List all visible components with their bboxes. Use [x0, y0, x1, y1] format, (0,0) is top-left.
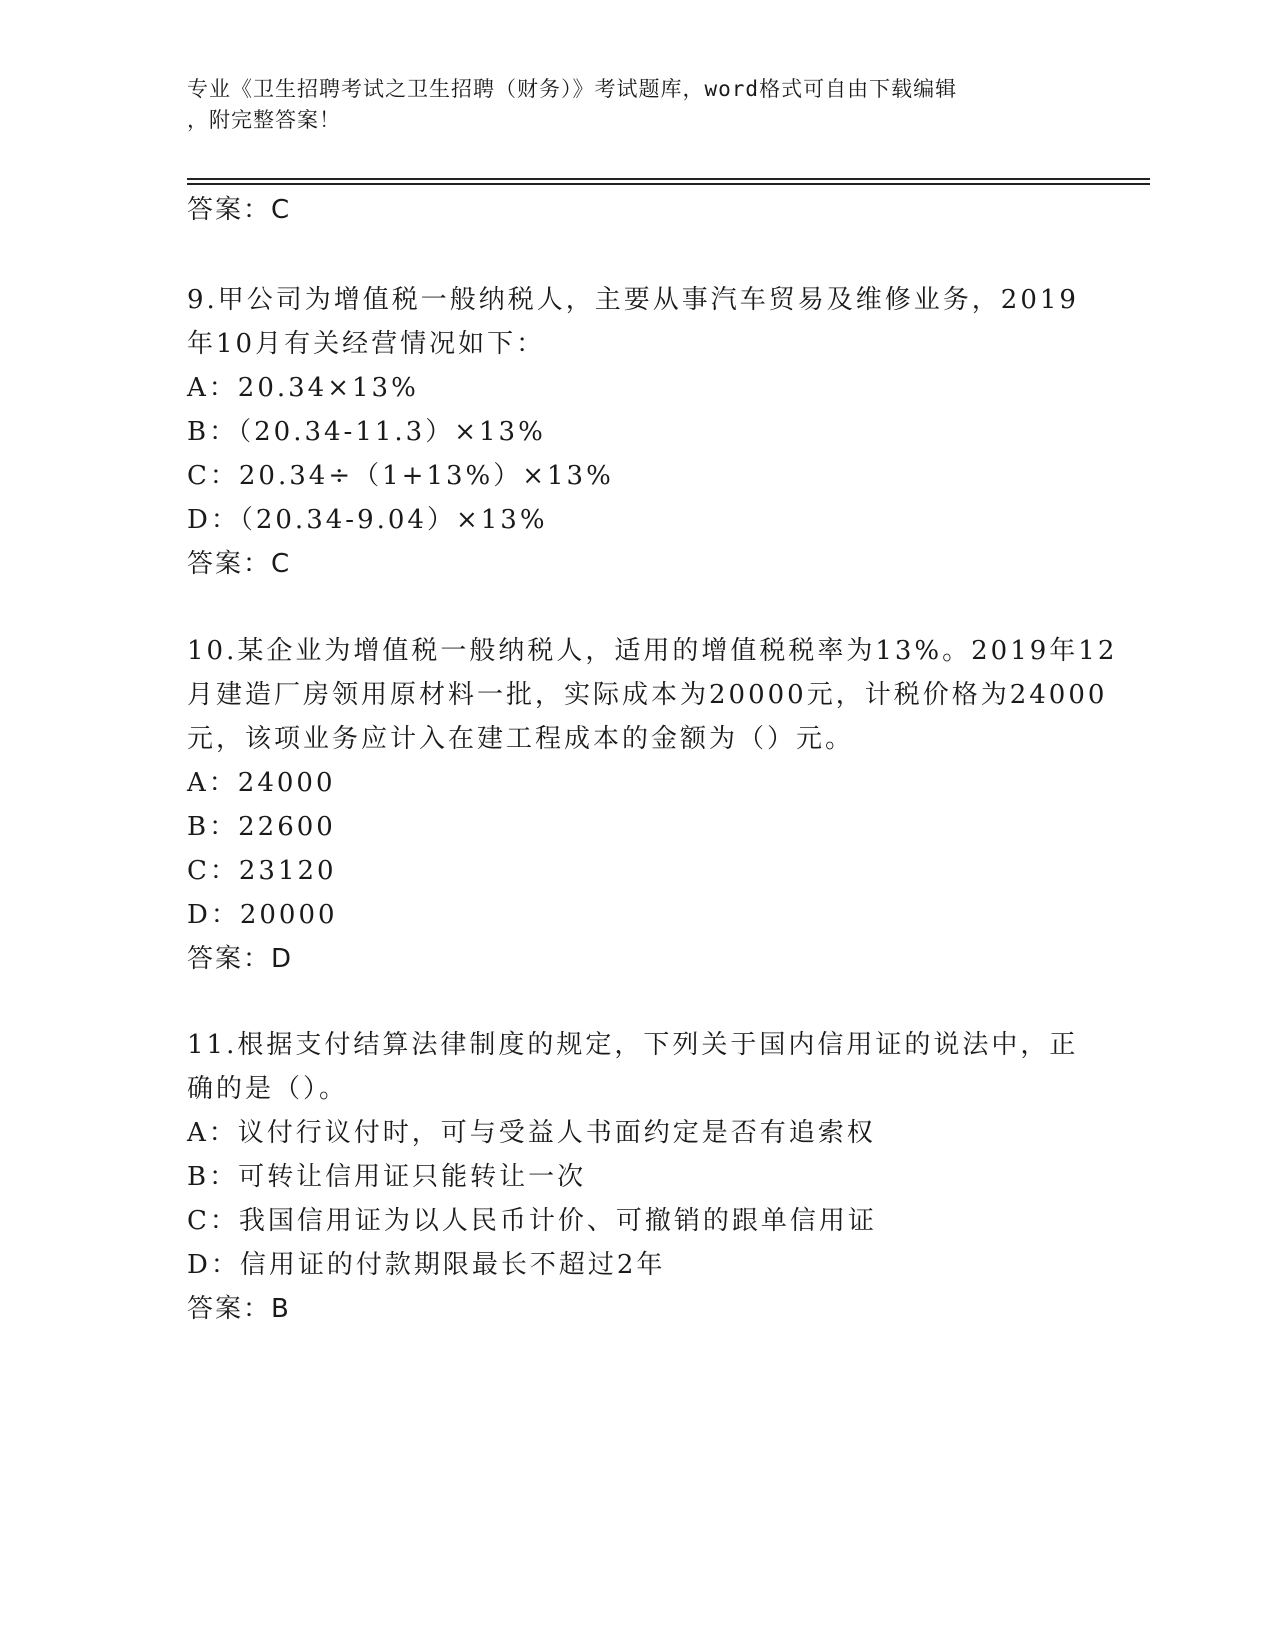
question-10-answer: 答案：D [187, 944, 294, 974]
question-11-option-a: A：议付行议付时，可与受益人书面约定是否有追索权 [187, 1118, 876, 1148]
question-9-stem-line-1: 9.甲公司为增值税一般纳税人，主要从事汽车贸易及维修业务，2019 [187, 285, 1079, 315]
question-9-option-c: C：20.34÷（1+13%）×13% [187, 461, 614, 491]
question-10-stem-line-3: 元，该项业务应计入在建工程成本的金额为（）元。 [187, 724, 855, 754]
question-10-option-b: B：22600 [187, 812, 336, 842]
question-9-option-a: A：20.34×13% [187, 373, 419, 403]
question-9-answer: 答案：C [187, 549, 292, 579]
question-11-answer: 答案：B [187, 1294, 291, 1324]
question-11-option-c: C：我国信用证为以人民币计价、可撤销的跟单信用证 [187, 1206, 877, 1236]
question-10-stem-line-1: 10.某企业为增值税一般纳税人，适用的增值税税率为13%。2019年12 [187, 636, 1118, 666]
question-10-option-c: C：23120 [187, 856, 337, 886]
header-line-1: 专业《卫生招聘考试之卫生招聘（财务）》考试题库，word格式可自由下载编辑 [187, 77, 958, 101]
question-9-stem-line-2: 年10月有关经营情况如下： [187, 329, 546, 359]
header-line-2: ，附完整答案！ [187, 108, 341, 132]
question-9-option-d: D：（20.34-9.04）×13% [187, 505, 548, 535]
question-10-option-d: D：20000 [187, 900, 338, 930]
question-10-stem-line-2: 月建造厂房领用原材料一批，实际成本为20000元，计税价格为24000 [187, 680, 1108, 710]
question-11-stem-line-1: 11.根据支付结算法律制度的规定，下列关于国内信用证的说法中，正 [187, 1030, 1079, 1060]
question-11-stem-line-2: 确的是（）。 [187, 1074, 349, 1104]
question-11-option-d: D：信用证的付款期限最长不超过2年 [187, 1250, 666, 1280]
question-10-option-a: A：24000 [187, 768, 336, 798]
answer-previous: 答案：C [187, 195, 292, 225]
header-rule-top [187, 178, 1150, 180]
question-9-option-b: B：（20.34-11.3）×13% [187, 417, 546, 447]
question-11-option-b: B：可转让信用证只能转让一次 [187, 1162, 587, 1192]
header-rule-bottom [187, 183, 1150, 185]
